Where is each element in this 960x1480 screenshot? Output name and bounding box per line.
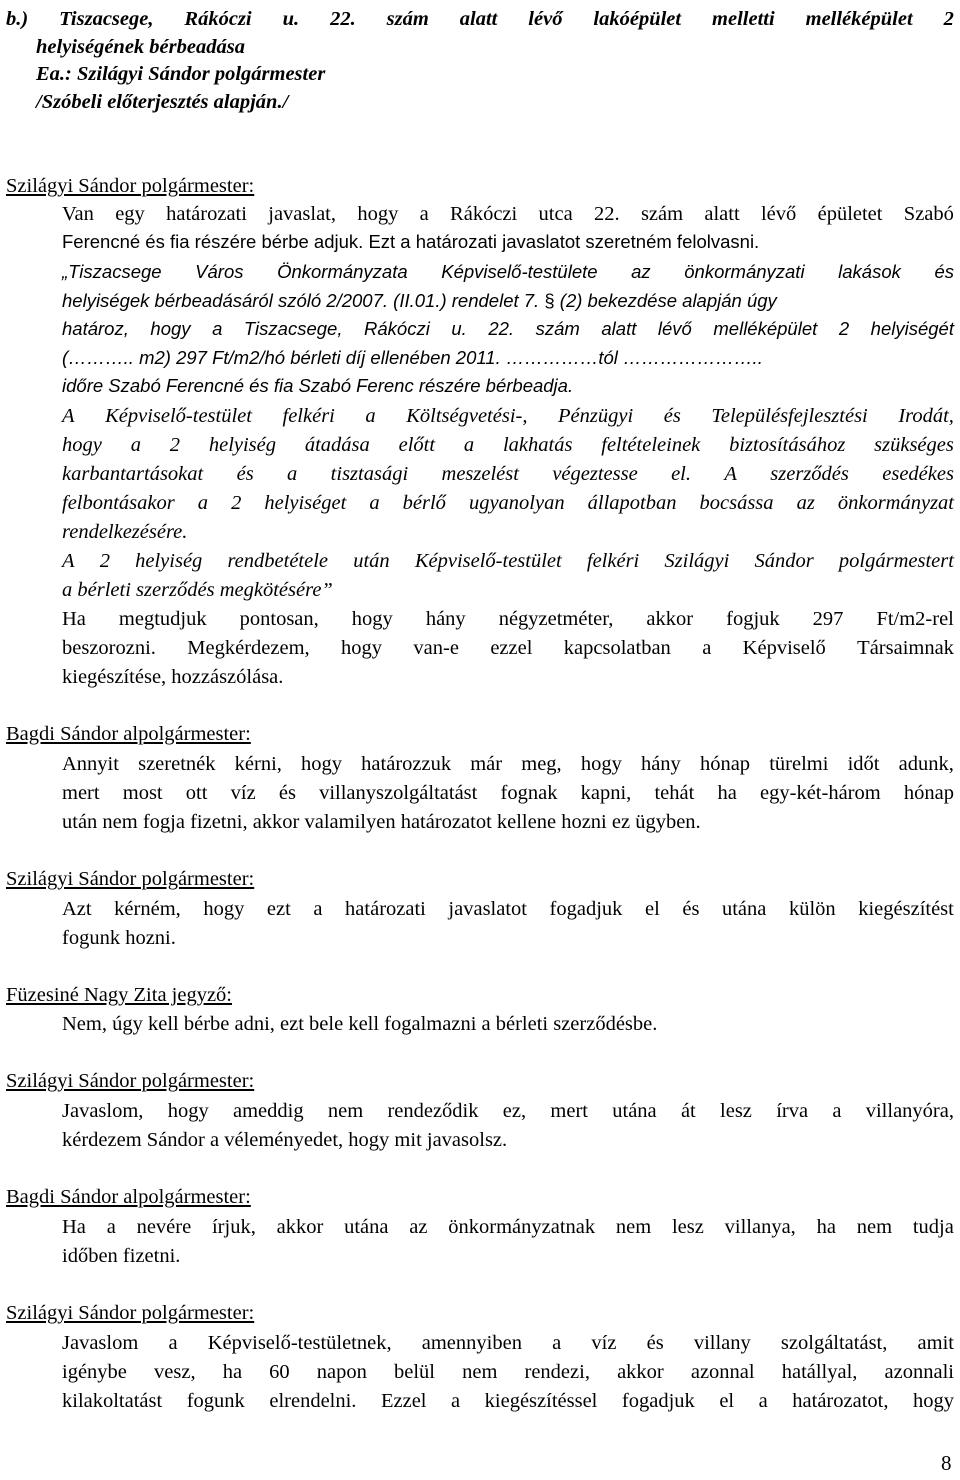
word: a (106, 1216, 116, 1238)
word: előtt (398, 434, 436, 456)
word: a (419, 203, 429, 225)
word: mert (550, 1100, 588, 1122)
word: amennyiben (421, 1332, 522, 1354)
word: felbontásakor (62, 492, 175, 514)
word: vesz, (154, 1361, 196, 1383)
word: egy (115, 203, 145, 225)
word: 2 (169, 434, 181, 456)
word: tisztasági (330, 463, 409, 485)
word: feltételeinek (601, 434, 701, 456)
word: szükséges (874, 434, 954, 456)
word: szám (535, 318, 580, 339)
word: határozatot, (792, 1390, 889, 1412)
word: tehát (654, 782, 695, 804)
word: villany (693, 1332, 751, 1354)
word: 22. (594, 203, 620, 225)
word: önkormányzatnak (448, 1216, 596, 1238)
word: 60 (269, 1361, 290, 1383)
word: ez, (502, 1100, 527, 1122)
word: ezt (266, 898, 291, 920)
resolution-line: a bérleti szerződés megkötésére” (62, 579, 333, 601)
word: meszelést (441, 463, 519, 485)
word: 297 (812, 608, 844, 630)
resolution-text: helyiségek bérbeadásáról szóló 2/2007. (II.01.) rendelet 7. (62, 290, 540, 311)
word: hónap (699, 753, 751, 775)
word: Költségvetési-, (406, 405, 528, 427)
word: lakások (838, 261, 901, 282)
word: akkor (617, 1361, 664, 1383)
word: van-e (413, 637, 459, 659)
word: hónap (903, 782, 954, 804)
word: Megkérdezem, (187, 637, 310, 659)
word: Ft/m2-rel (876, 608, 954, 630)
word: helyiséget (264, 492, 347, 514)
word: Ezzel (380, 1390, 427, 1412)
word: átadása (304, 434, 370, 456)
word: hogy (351, 608, 393, 630)
word: és (646, 1332, 664, 1354)
word: a (369, 492, 380, 514)
resolution-line (62, 406, 954, 427)
paragraph-line (62, 754, 954, 775)
paragraph-line (62, 783, 954, 804)
word: át (680, 1100, 696, 1122)
word: a (758, 1390, 768, 1412)
word: utána (344, 1216, 389, 1238)
word: Társaimnak (857, 637, 954, 659)
word: 2 (99, 550, 110, 572)
word: nem (856, 1216, 893, 1238)
word: Képviselő-testülete (441, 261, 598, 282)
word: el (644, 898, 660, 920)
word: esedékes (882, 463, 954, 485)
word: villanyszolgáltatást (319, 782, 478, 804)
word: villanya, (724, 1216, 796, 1238)
word: hogy (357, 203, 399, 225)
speaker-label: Szilágyi Sándor polgármester: (6, 175, 255, 197)
word: ha (717, 782, 737, 804)
word: helyiség (135, 550, 203, 572)
paragraph-line: kiegészítése, hozzászólása. (62, 666, 284, 688)
word: a (197, 492, 209, 514)
speaker-label: Bagdi Sándor alpolgármester: (6, 1186, 251, 1208)
paragraph-line (62, 204, 954, 225)
word: lévő (760, 203, 797, 225)
paragraph-line: kérdezem Sándor a véleményedet, hogy mit javasolsz. (62, 1129, 508, 1151)
resolution-line: rendelkezésére. (62, 521, 188, 543)
word: nem (327, 1100, 364, 1122)
word: szám (386, 8, 429, 30)
word: beszorozni. (62, 637, 156, 659)
word: és (934, 261, 954, 282)
word: most (122, 782, 163, 804)
word: villanyóra, (865, 1100, 954, 1122)
word: víz (591, 1332, 617, 1354)
word: Rákóczi (364, 318, 430, 339)
word: hogy (341, 637, 383, 659)
word: az (796, 492, 815, 514)
word: napon (316, 1361, 367, 1383)
resolution-line (62, 464, 954, 485)
word: kiegészítéssel (484, 1390, 598, 1412)
word: víz (230, 782, 256, 804)
paragraph-line (62, 638, 954, 659)
paragraph-line: után nem fogja fizetni, akkor valamilyen határozatot kellene hozni ez ügyben. (62, 811, 701, 833)
word: és (663, 405, 681, 427)
resolution-line (62, 292, 777, 311)
word: önkormányzati (684, 261, 805, 282)
word: kapcsolatban (563, 637, 671, 659)
word: Képviselő-testületnek, (207, 1332, 392, 1354)
word: Önkormányzata (277, 261, 408, 282)
word: ezzel (490, 637, 533, 659)
word: A (62, 405, 75, 427)
word: rendezi, (524, 1361, 590, 1383)
paragraph-line (62, 1391, 954, 1412)
resolution-line (62, 551, 954, 572)
word: bocsássa (699, 492, 774, 514)
word: írva (776, 1100, 809, 1122)
word: ugyanolyan (468, 492, 565, 514)
word: és (236, 463, 254, 485)
word: A (724, 463, 737, 485)
resolution-line (62, 320, 954, 339)
word: helyiség (208, 434, 277, 456)
word: felkéri (586, 550, 640, 572)
word: nevére (136, 1216, 192, 1238)
word: akkor (276, 1216, 324, 1238)
word: lakhatás (502, 434, 573, 456)
paragraph-line (62, 1333, 954, 1354)
word: meg, (521, 753, 562, 775)
word: és (278, 782, 296, 804)
word: Tiszacsege, (243, 318, 343, 339)
word: fognak (500, 782, 558, 804)
word: azonnal (690, 1361, 755, 1383)
word: javaslatot (448, 898, 527, 920)
word: 22. (330, 8, 356, 30)
word: határoz, (62, 318, 129, 339)
word: fogadjuk (549, 898, 623, 920)
word: és (682, 898, 700, 920)
paragraph-line: fogunk hozni. (62, 927, 176, 949)
word: Képviselő-testület (414, 550, 562, 572)
word: el. (671, 463, 691, 485)
word: rendeződik (387, 1100, 479, 1122)
word: Város (195, 261, 244, 282)
word: melletti (712, 8, 775, 30)
word: hogy (167, 1100, 209, 1122)
word: időt (847, 753, 880, 775)
word: javaslat, (268, 203, 336, 225)
word: nem (615, 1216, 652, 1238)
paragraph-line (62, 609, 954, 630)
word: akkor (646, 608, 694, 630)
word: hogy (913, 1390, 954, 1412)
word: elrendelni. (269, 1390, 357, 1412)
word: belül (393, 1361, 435, 1383)
word: u. (282, 8, 300, 30)
word: hány (640, 753, 681, 775)
paragraph-line (62, 1101, 954, 1122)
word: lesz (720, 1100, 752, 1122)
speaker-label: Szilágyi Sándor polgármester: (6, 868, 255, 890)
word: ott (185, 782, 208, 804)
word: 22. (488, 318, 515, 339)
word: önkormányzat (837, 492, 954, 514)
word: kérni, (234, 753, 282, 775)
word: kapni, (580, 782, 632, 804)
word: azonnali (884, 1361, 954, 1383)
word: Szilágyi (664, 550, 730, 572)
word: hogy (301, 753, 343, 775)
paragraph-line: időben fizetni. (62, 1245, 181, 1267)
word: Képviselő-testület (105, 405, 252, 427)
word: Képviselő (742, 637, 826, 659)
agenda-presenter: Ea.: Szilágyi Sándor polgármester (36, 63, 326, 85)
word: ameddig (232, 1100, 304, 1122)
paragraph-line (62, 1217, 954, 1238)
word: megtudjuk (118, 608, 207, 630)
word: hogy (62, 434, 102, 456)
paragraph-line (62, 1362, 954, 1383)
word: bérlő (402, 492, 446, 514)
word: adunk, (898, 753, 954, 775)
agenda-heading-line-1 (6, 9, 954, 30)
word: nem (462, 1361, 498, 1383)
word: polgármestert (838, 550, 954, 572)
word: tudja (912, 1216, 954, 1238)
word: után (353, 550, 390, 572)
word: szeretnék (138, 753, 216, 775)
word: határozati (345, 898, 426, 920)
word: helyiségét (870, 318, 954, 339)
word: írjuk, (211, 1216, 256, 1238)
word: az (631, 261, 651, 282)
word: szolgáltatást, (780, 1332, 888, 1354)
word: biztosításához (729, 434, 846, 456)
word: Rákóczi (450, 203, 518, 225)
word: Annyit (62, 753, 119, 775)
word: a (365, 405, 376, 427)
resolution-line (62, 493, 954, 514)
word: épületet (817, 203, 883, 225)
word: amit (917, 1332, 954, 1354)
word: hatállyal, (781, 1361, 858, 1383)
word: a (451, 1390, 461, 1412)
word: alatt (704, 203, 740, 225)
agenda-note: /Szóbeli előterjesztés alapján./ (36, 91, 289, 113)
speaker-label: Szilágyi Sándor polgármester: (6, 1070, 255, 1092)
resolution-line: időre Szabó Ferencné és fia Szabó Ferenc részére bérbeadja. (62, 375, 574, 396)
word: Ha (62, 608, 86, 630)
word: melléképület (805, 8, 913, 30)
word: fogjuk (726, 608, 780, 630)
resolution-line (62, 263, 954, 282)
word: alatt (459, 8, 498, 30)
word: igénybe (62, 1361, 127, 1383)
word: az (409, 1216, 428, 1238)
word: Javaslom (62, 1332, 139, 1354)
word: négyzetméter, (498, 608, 614, 630)
word: kilakoltatást (62, 1390, 163, 1412)
word: végeztesse (552, 463, 638, 485)
word: szerződés (770, 463, 849, 485)
word: a (702, 637, 712, 659)
word: határozzuk (361, 753, 452, 775)
word: mert (62, 782, 100, 804)
word: a (463, 434, 475, 456)
word: hogy (580, 753, 622, 775)
word: Ha (62, 1216, 86, 1238)
word: utána (721, 898, 767, 920)
word: hogy (150, 318, 191, 339)
word: utca (538, 203, 573, 225)
resolution-line (62, 435, 954, 456)
word: Pénzügyi (558, 405, 634, 427)
word: a (313, 898, 323, 920)
word: ha (222, 1361, 243, 1383)
word: lesz (671, 1216, 704, 1238)
word: 2 (231, 492, 242, 514)
word: a (212, 318, 223, 339)
word: A (62, 550, 75, 572)
word: pontosan, (239, 608, 319, 630)
paragraph-line: Ferencné és fia részére bérbe adjuk. Ezt a határozati javaslatot szeretném felolvasni. (62, 231, 760, 252)
word: szám (640, 203, 684, 225)
word: állapotban (587, 492, 677, 514)
word: lakóépület (593, 8, 682, 30)
page-number: 8 (941, 1451, 952, 1475)
word: kérném, (114, 898, 181, 920)
resolution-text: (2) bekezdése alapján úgy (559, 290, 777, 311)
word: „Tiszacsege (62, 261, 162, 282)
word: a (287, 463, 298, 485)
word: Sándor (754, 550, 814, 572)
word: ha (816, 1216, 836, 1238)
word: Településfejlesztési (711, 405, 868, 427)
resolution-line: (……….. m2) 297 Ft/m2/hó bérleti díj ellenében 2011. ……………tól ………………….. (62, 347, 763, 368)
word: Javaslom, (62, 1100, 144, 1122)
word: b.) (6, 8, 29, 30)
word: rendbetétele (227, 550, 329, 572)
speaker-label: Bagdi Sándor alpolgármester: (6, 723, 251, 745)
word: el (719, 1390, 735, 1412)
agenda-heading-line-2: helyiségének bérbeadása (36, 36, 245, 58)
word: hogy (203, 898, 245, 920)
word: fogunk (186, 1390, 245, 1412)
word: alatt (601, 318, 637, 339)
word: Rákóczi (184, 8, 252, 30)
word: fogadjuk (621, 1390, 695, 1412)
word: u. (451, 318, 467, 339)
word: a (552, 1332, 562, 1354)
speaker-label: Szilágyi Sándor polgármester: (6, 1302, 255, 1324)
word: a (130, 434, 141, 456)
word: külön (788, 898, 836, 920)
word: utána (612, 1100, 657, 1122)
word: a (168, 1332, 178, 1354)
word: a (832, 1100, 842, 1122)
paragraph-line: Nem, úgy kell bérbe adni, ezt bele kell fogalmazni a bérleti szerződésbe. (62, 1013, 658, 1035)
word: határozati (166, 203, 247, 225)
word: hány (425, 608, 466, 630)
word: lévő (528, 8, 563, 30)
word: 2 (838, 318, 850, 339)
word: 2 (943, 8, 954, 30)
word: lévő (657, 318, 692, 339)
word: Azt (62, 898, 92, 920)
word: egy-két-három (760, 782, 881, 804)
word: Van (62, 203, 94, 225)
word: Szabó (903, 203, 954, 225)
section-sign-icon: § (544, 290, 555, 311)
word: karbantartásokat (62, 463, 204, 485)
paragraph-line (62, 899, 954, 920)
word: Irodát, (898, 405, 954, 427)
word: türelmi (769, 753, 829, 775)
word: melléképület (713, 318, 818, 339)
speaker-label: Füzesiné Nagy Zita jegyző: (6, 984, 233, 1006)
word: már (470, 753, 503, 775)
word: Tiszacsege, (59, 8, 154, 30)
word: felkéri (282, 405, 335, 427)
word: kiegészítést (858, 898, 954, 920)
